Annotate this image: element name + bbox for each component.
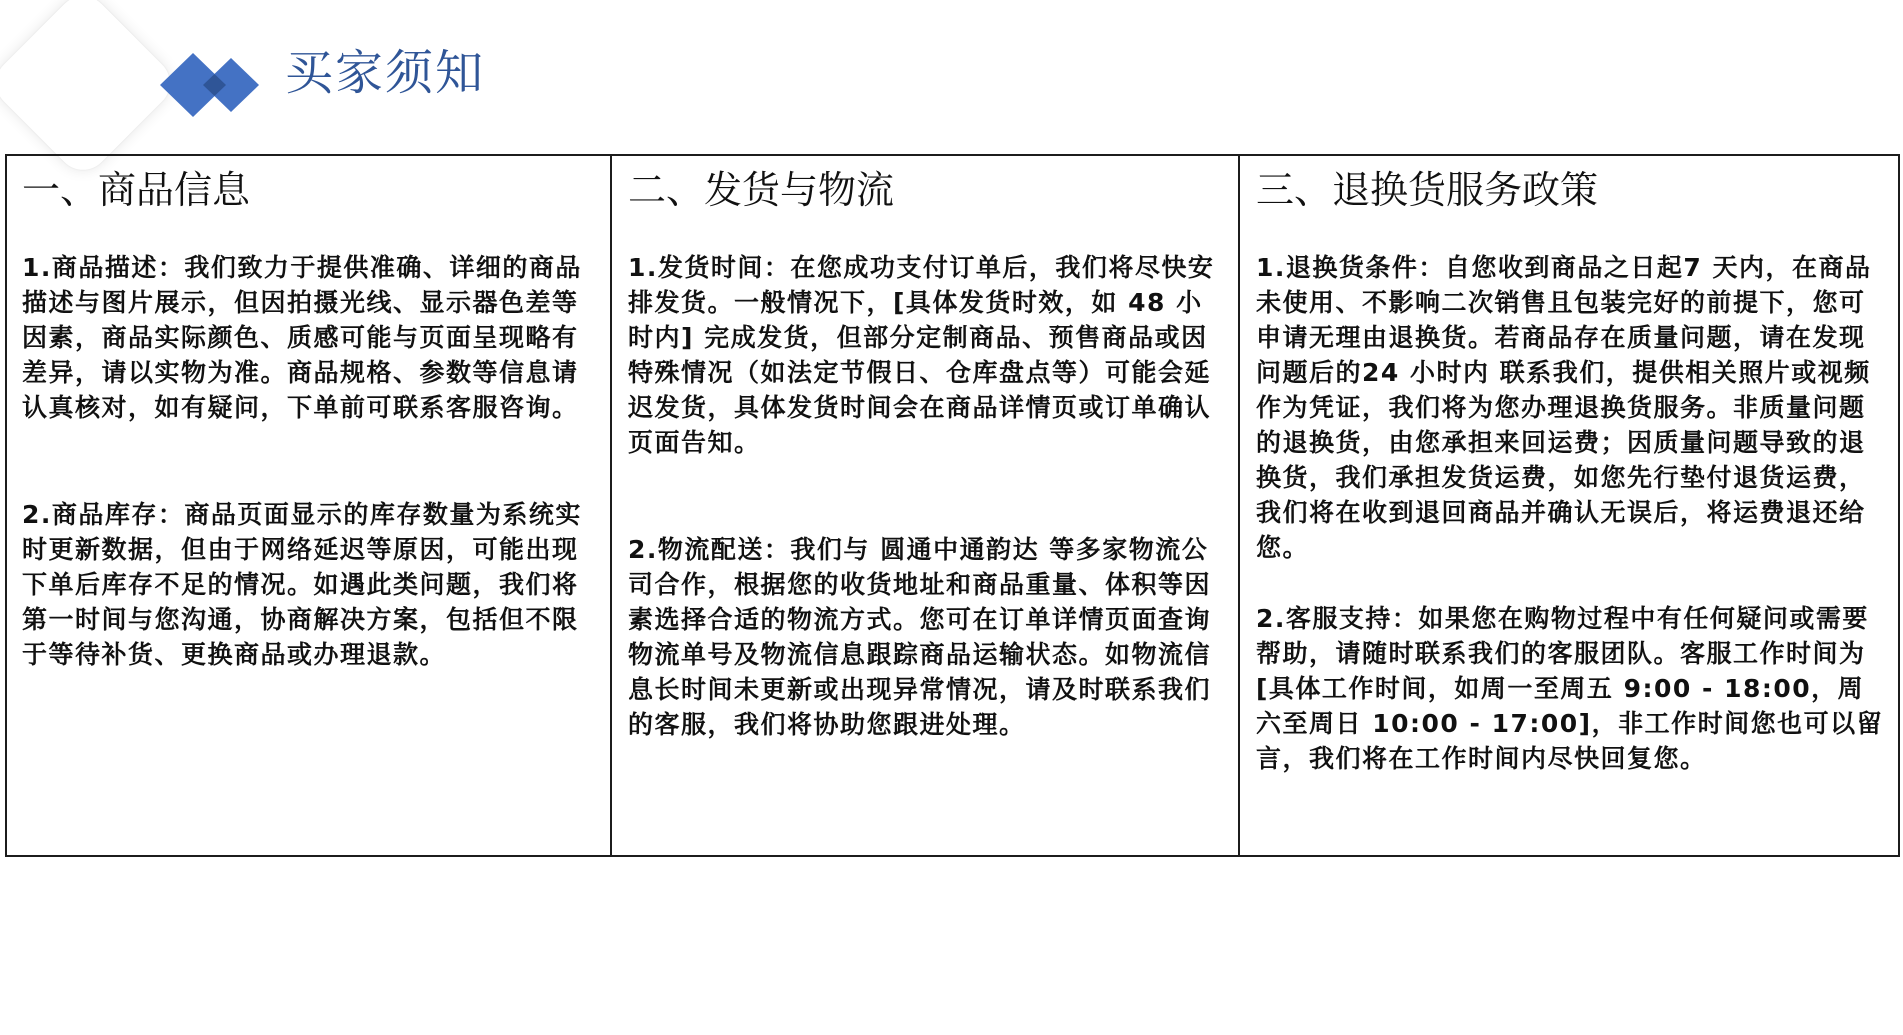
column-heading: 一、商品信息 <box>22 168 251 212</box>
return-conditions-paragraph: 1.退换货条件：自您收到商品之日起7 天内，在商品未使用、不影响二次销售且包装完好的前提下，您可申请无理由退换货。若商品存在质量问题，请在发现问题后的24 小时内 联系我们，提供相关照片或视频作为凭证，我们将为您办理退换货服务。非质量问题的退换货，由您承担来回运费；因质量问题导致的退换货，我们承担发货运费，如您先行垫付退货运费，我们将在收到退回商品并确认无误后，将运费退还给您。 <box>1256 253 1872 562</box>
logistics-delivery-paragraph: 2.物流配送：我们与 圆通中通韵达 等多家物流公司合作，根据您的收货地址和商品重量、体积等因素选择合适的物流方式。您可在订单详情页面查询物流单号及物流信息跟踪商品运输状态。如物流信息长时间未更新或出现异常情况，请及时联系我们的客服，我们将协助您跟进处理。 <box>628 535 1212 739</box>
product-stock-paragraph: 2.商品库存：商品页面显示的库存数量为系统实时更新数据，但由于网络延迟等原因，可能出现下单后库存不足的情况。如遇此类问题，我们将第一时间与您沟通，协商解决方案，包括但不限于等待补货、更换商品或办理退款。 <box>22 500 582 669</box>
column-heading: 二、发货与物流 <box>628 168 895 212</box>
notice-table <box>5 154 1900 857</box>
diamond-logo-icon <box>160 50 260 120</box>
column-heading: 三、退换货服务政策 <box>1256 168 1599 212</box>
page-title: 买家须知 <box>285 45 486 101</box>
product-description-paragraph: 1.商品描述：我们致力于提供准确、详细的商品描述与图片展示，但因拍摄光线、显示器色差等因素，商品实际颜色、质感可能与页面呈现略有差异，请以实物为准。商品规格、参数等信息请认真核对，如有疑问，下单前可联系客服咨询。 <box>22 253 582 422</box>
shipping-time-paragraph: 1.发货时间：在您成功支付订单后，我们将尽快安排发货。一般情况下，[具体发货时效，如 48 小时内] 完成发货，但部分定制商品、预售商品或因特殊情况（如法定节假日、仓库盘点等）可能会延迟发货，具体发货时间会在商品详情页或订单确认页面告知。 <box>628 253 1215 457</box>
product-info-column <box>7 156 610 855</box>
customer-service-paragraph: 2.客服支持：如果您在购物过程中有任何疑问或需要帮助，请随时联系我们的客服团队。客服工作时间为 [具体工作时间，如周一至周五 9:00 - 18:00，周六至周日 10:00 - 17:00]，非工作时间您也可以留言，我们将在工作时间内尽快回复您。 <box>1256 604 1884 773</box>
shipping-logistics-column <box>610 156 1238 855</box>
return-policy-column <box>1238 156 1898 855</box>
